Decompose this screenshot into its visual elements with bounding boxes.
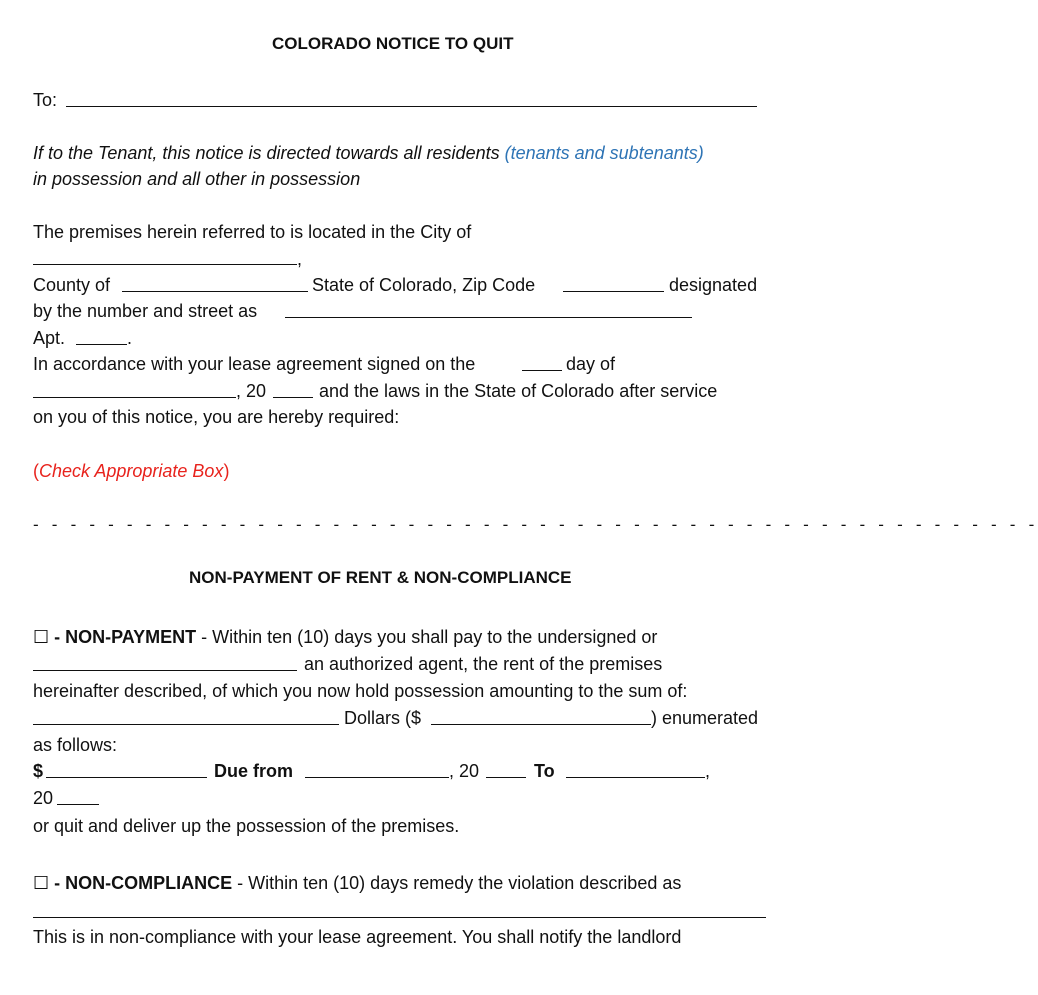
required-text: on you of this notice, you are hereby required: [33,407,400,427]
tenant-note-line-1 [33,142,704,164]
violation-field-line[interactable] [33,917,766,918]
section-title: NON-PAYMENT OF RENT & NON-COMPLIANCE [189,568,572,587]
apt-field-line[interactable] [76,344,127,345]
amount-words-field-line[interactable] [33,724,339,725]
city-field-line[interactable] [33,264,297,265]
installment-amount-field-line[interactable] [46,777,207,778]
apt-period: . [127,328,133,348]
as-follows-label: as follows: [33,735,118,755]
lease-day-field-line[interactable] [522,370,562,371]
tenant-note-line-2: in possession and all other in possession [33,169,361,189]
county-label: County of [33,275,111,295]
due-from-date-field-line[interactable] [305,777,449,778]
to-date-comma: , [705,761,711,781]
noncompliance-text: - Within ten (10) days remedy the violation described as [232,873,682,893]
designated-label: designated [669,275,758,295]
laws-text: and the laws in the State of Colorado after service [319,381,718,401]
amount-number-field-line[interactable] [431,724,651,725]
due-from-year-prefix: , 20 [449,761,480,781]
lease-year-prefix: , 20 [236,381,267,401]
dashed-divider: - - - - - - - - - - - - - - - - - - - - - - - - - - - - - - - - - - - - - - - - - - - - - - - - - - - - - - [33,515,1038,534]
to-field-line[interactable] [66,106,757,107]
agent-field-line[interactable] [33,670,297,671]
noncompliance-line-1 [33,872,681,894]
nonpayment-text: - Within ten (10) days you shall pay to the undersigned or [196,627,658,647]
to-label: To: [33,90,58,110]
dollars-label: Dollars ($ [344,708,422,728]
zip-field-line[interactable] [563,291,664,292]
to-year-prefix: 20 [33,788,54,808]
state-zip-label: State of Colorado, Zip Code [312,275,536,295]
day-of-label: day of [566,354,616,374]
tenant-note-highlight: (tenants and subtenants) [504,143,704,163]
due-from-year-field-line[interactable] [486,777,526,778]
to-year-field-line[interactable] [57,804,99,805]
to-date-label: To [534,761,555,781]
noncompliance-checkbox[interactable]: ☐ [33,873,50,893]
lease-signed-text: In accordance with your lease agreement signed on the [33,354,476,374]
nonpayment-line-3: hereinafter described, of which you now hold possession amounting to the sum of: [33,681,688,701]
check-box-instruction: (Check Appropriate Box) [33,461,230,481]
nonpayment-checkbox[interactable]: ☐ [33,627,50,647]
page-title: COLORADO NOTICE TO QUIT [272,34,514,53]
tenant-note-text: If to the Tenant, this notice is directed towards all residents [33,143,505,163]
nonpayment-line-1 [33,626,657,648]
nonpayment-heading: - NON-PAYMENT [49,627,197,647]
county-field-line[interactable] [122,291,308,292]
city-comma: , [297,249,303,269]
quit-text: or quit and deliver up the possession of the premises. [33,816,460,836]
noncompliance-line-2: This is in non-compliance with your lease agreement. You shall notify the landlord [33,927,682,947]
street-label: by the number and street as [33,301,258,321]
dollar-sign: $ [33,761,44,781]
due-from-label: Due from [214,761,294,781]
lease-year-field-line[interactable] [273,397,313,398]
street-field-line[interactable] [285,317,692,318]
noncompliance-heading: - NON-COMPLIANCE [49,873,233,893]
nonpayment-line-2: an authorized agent, the rent of the premises [304,654,663,674]
enumerated-label: ) enumerated [651,708,759,728]
to-date-field-line[interactable] [566,777,705,778]
apt-label: Apt. [33,328,66,348]
lease-month-field-line[interactable] [33,397,236,398]
premises-city-text: The premises herein referred to is located in the City of [33,222,472,242]
